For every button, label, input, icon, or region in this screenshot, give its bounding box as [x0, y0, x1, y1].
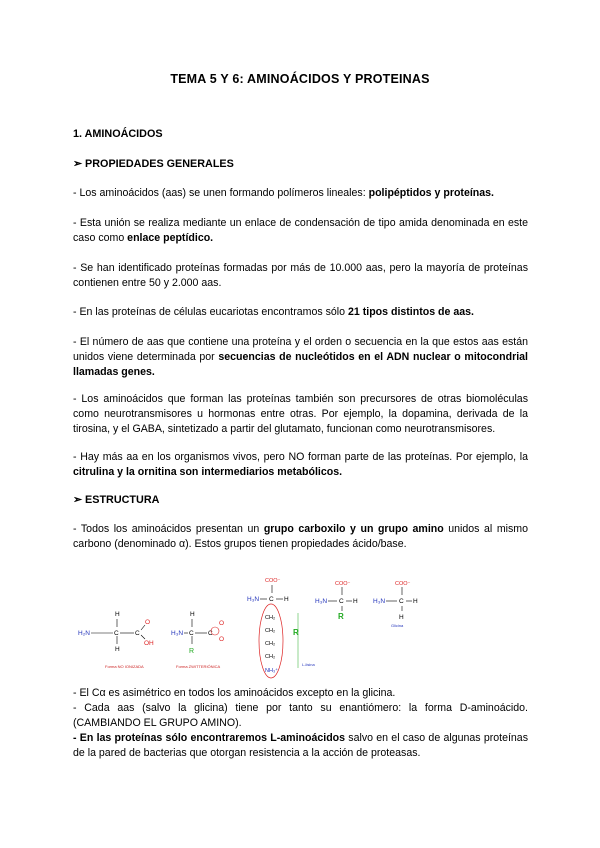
paragraph-11: - En las proteínas sólo encontraremos L-aminoácidos salvo en el caso de algunas proteínas de la pared de bacterias que otorgan resistencia a la acción de proteasas. [73, 732, 528, 759]
svg-text:CH₂: CH₂ [265, 641, 276, 647]
svg-text:H: H [190, 611, 195, 618]
svg-text:Glicina: Glicina [391, 623, 404, 628]
svg-text:CH₂: CH₂ [265, 628, 276, 634]
svg-text:NH₃⁺: NH₃⁺ [265, 668, 279, 674]
paragraph-9: - El Cα es asimétrico en todos los aminoácidos excepto en la glicina. [73, 687, 396, 699]
subheading-estructura: ➢ ESTRUCTURA [73, 494, 160, 506]
svg-text:C: C [189, 630, 194, 637]
svg-text:C: C [135, 630, 140, 637]
aminoacid-structures-figure [73, 573, 528, 685]
paragraph-6: - Los aminoácidos que forman las proteínas también son precursores de otras biomoléculas como neurotransmisores u hormonas entre otras. Por ejemplo, la dopamina, derivada de la tirosina, y el GABA, sintetizado a partir del glutamato, funcionan como neurotransmisores. [73, 393, 528, 435]
svg-text:R: R [338, 612, 344, 621]
page-title: TEMA 5 Y 6: AMINOÁCIDOS Y PROTEINAS [170, 72, 430, 86]
subheading-propiedades: ➢ PROPIEDADES GENERALES [73, 158, 234, 170]
svg-text:H₃N: H₃N [171, 630, 184, 637]
paragraph-4: - En las proteínas de células eucariotas encontramos sólo 21 tipos distintos de aas. [73, 306, 474, 318]
structure-non-ionized [78, 611, 154, 669]
svg-text:COO⁻: COO⁻ [265, 578, 281, 584]
svg-text:Forma ZWITTERIÓNICA: Forma ZWITTERIÓNICA [176, 664, 221, 669]
paragraph-2: - Esta unión se realiza mediante un enlace de condensación de tipo amida denominada en este caso como enlace peptídico. [73, 217, 528, 244]
paragraph-5: - El número de aas que contiene una proteína y el orden o secuencia en la que estos aas están unidos viene determinada por secuencias de nucleótidos en el ADN nuclear o mitocondrial llamadas genes. [73, 336, 528, 378]
svg-text:H: H [353, 598, 358, 605]
section-heading-aminoacidos: 1. AMINOÁCIDOS [73, 128, 163, 140]
structure-zwitterionic [171, 611, 224, 669]
structure-glycine [373, 581, 418, 628]
svg-text:H: H [413, 598, 418, 605]
svg-text:COO⁻: COO⁻ [335, 581, 351, 587]
svg-text:C: C [339, 598, 344, 605]
svg-text:CH₂: CH₂ [265, 654, 276, 660]
structure-generic-r [315, 581, 358, 621]
svg-text:H₃N: H₃N [315, 598, 328, 605]
paragraph-10: - Cada aas (salvo la glicina) tiene por tanto su enantiómero: la forma D-aminoácido. (CAMBIANDO EL GRUPO AMINO). [73, 702, 528, 729]
svg-text:OH: OH [144, 640, 154, 647]
structure-lysine [247, 578, 315, 678]
svg-text:H: H [115, 646, 120, 653]
svg-text:COO⁻: COO⁻ [395, 581, 411, 587]
svg-text:H₃N: H₃N [373, 598, 386, 605]
svg-text:O: O [145, 619, 151, 626]
paragraph-8: - Todos los aminoácidos presentan un grupo carboxilo y un grupo amino unidos al mismo carbono (denominado α). Estos grupos tienen propiedades ácido/base. [73, 523, 529, 550]
svg-text:C: C [269, 596, 274, 603]
svg-text:O: O [219, 636, 225, 643]
svg-text:H: H [399, 614, 404, 621]
svg-text:R: R [293, 628, 299, 637]
svg-text:H₂N: H₂N [78, 630, 90, 637]
svg-text:Forma NO IONIZADA: Forma NO IONIZADA [105, 664, 144, 669]
svg-text:H: H [284, 596, 289, 603]
svg-text:H: H [115, 611, 120, 618]
svg-text:O: O [219, 620, 225, 627]
svg-text:C: C [114, 630, 119, 637]
paragraph-1: - Los aminoácidos (aas) se unen formando polímeros lineales: polipéptidos y proteínas. [73, 187, 494, 199]
svg-text:C: C [399, 598, 404, 605]
svg-text:L-lisina: L-lisina [302, 662, 315, 667]
svg-text:R: R [189, 648, 195, 655]
svg-text:CH₂: CH₂ [265, 615, 276, 621]
svg-text:C: C [208, 630, 213, 637]
paragraph-3: - Se han identificado proteínas formadas por más de 10.000 aas, pero la mayoría de proteínas contienen entre 50 y 2.000 aas. [73, 262, 528, 289]
paragraph-7: - Hay más aa en los organismos vivos, pero NO forman parte de las proteínas. Por ejemplo, la citrulina y la ornitina son intermediarios metabólicos. [73, 451, 528, 478]
svg-text:H₃N: H₃N [247, 596, 260, 603]
